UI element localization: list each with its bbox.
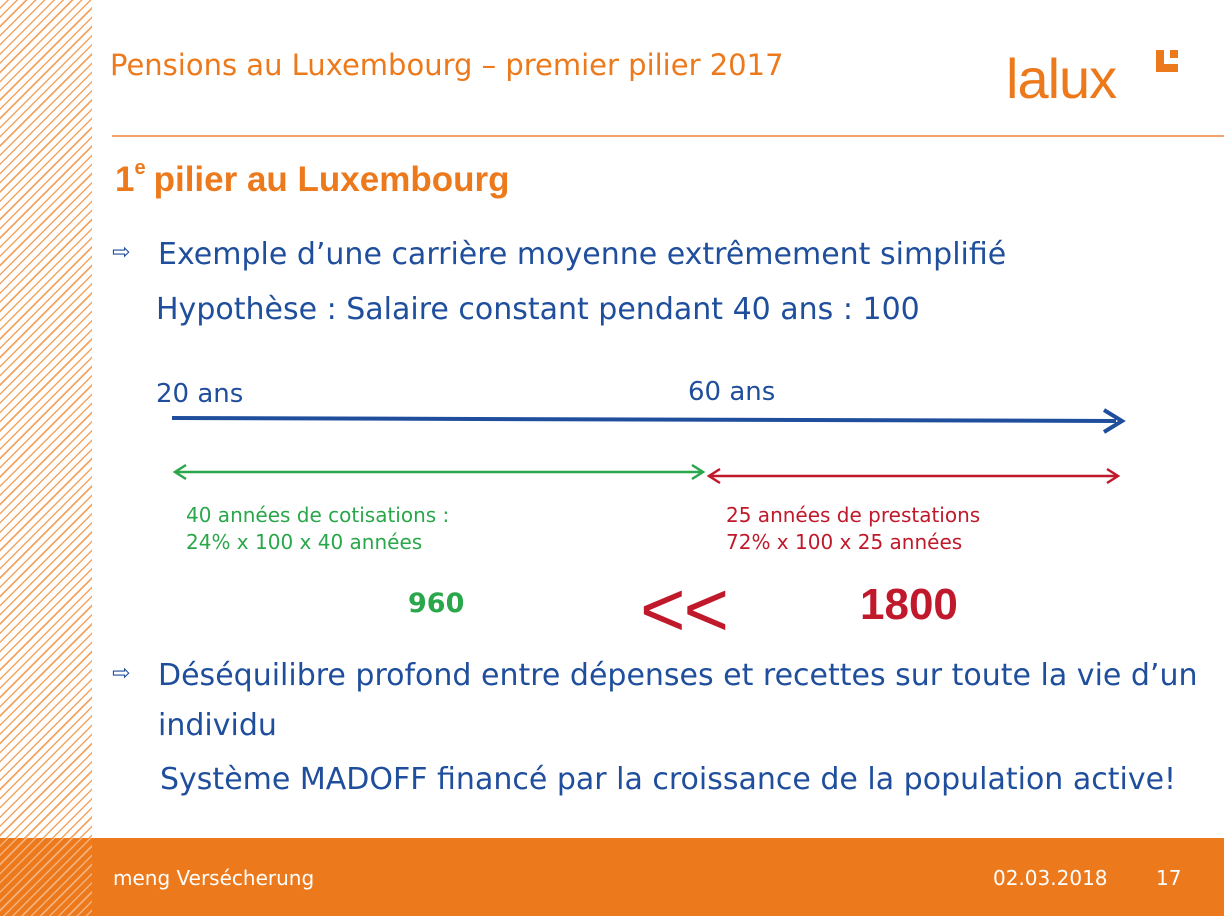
section-title: 1e pilier au Luxembourg	[115, 157, 510, 199]
imbalance-bullet-line1: Déséquilibre profond entre dépenses et recettes sur toute la vie d’un	[158, 658, 1198, 693]
contribution-formula: 24% x 100 x 40 années	[186, 530, 423, 554]
red-right-arrowhead-icon	[1107, 469, 1118, 483]
header-divider	[112, 135, 1224, 137]
logo-wordmark: lalux	[1006, 47, 1117, 110]
arrow-bullet-icon: ⇨	[112, 240, 131, 265]
madoff-text: Système MADOFF financé par la croissance de la population active!	[160, 762, 1177, 797]
career-timeline-arrow	[172, 418, 1116, 421]
left-hatch-decoration	[0, 0, 92, 916]
hypothesis-text: Hypothèse : Salaire constant pendant 40 ans : 100	[156, 292, 920, 327]
slide-header-title: Pensions au Luxembourg – premier pilier 2017	[110, 48, 784, 82]
imbalance-bullet-line2: individu	[158, 708, 277, 743]
timeline-arrowhead-icon	[1104, 410, 1122, 432]
benefit-total: 1800	[860, 580, 958, 629]
retirement-age-label: 60 ans	[688, 377, 776, 407]
logo-corner-icon	[1006, 44, 1186, 114]
red-left-arrowhead-icon	[709, 469, 720, 483]
footer-date: 02.03.2018	[993, 866, 1108, 890]
start-age-label: 20 ans	[156, 379, 244, 409]
page-number: 17	[1156, 866, 1182, 890]
green-right-arrowhead-icon	[692, 465, 703, 479]
green-left-arrowhead-icon	[175, 465, 186, 479]
arrow-bullet-icon: ⇨	[112, 661, 131, 686]
much-less-than-symbol: <<	[640, 565, 728, 653]
example-bullet-text: Exemple d’une carrière moyenne extrêmement simplifié	[158, 237, 1007, 272]
contribution-label: 40 années de cotisations :	[186, 503, 450, 527]
lalux-logo	[1006, 44, 1186, 114]
contribution-total: 960	[408, 588, 465, 619]
benefit-formula: 72% x 100 x 25 années	[726, 530, 963, 554]
footer-company: meng Versécherung	[113, 866, 315, 890]
footer-hatch-decoration	[0, 838, 92, 916]
benefit-label: 25 années de prestations	[726, 503, 981, 527]
